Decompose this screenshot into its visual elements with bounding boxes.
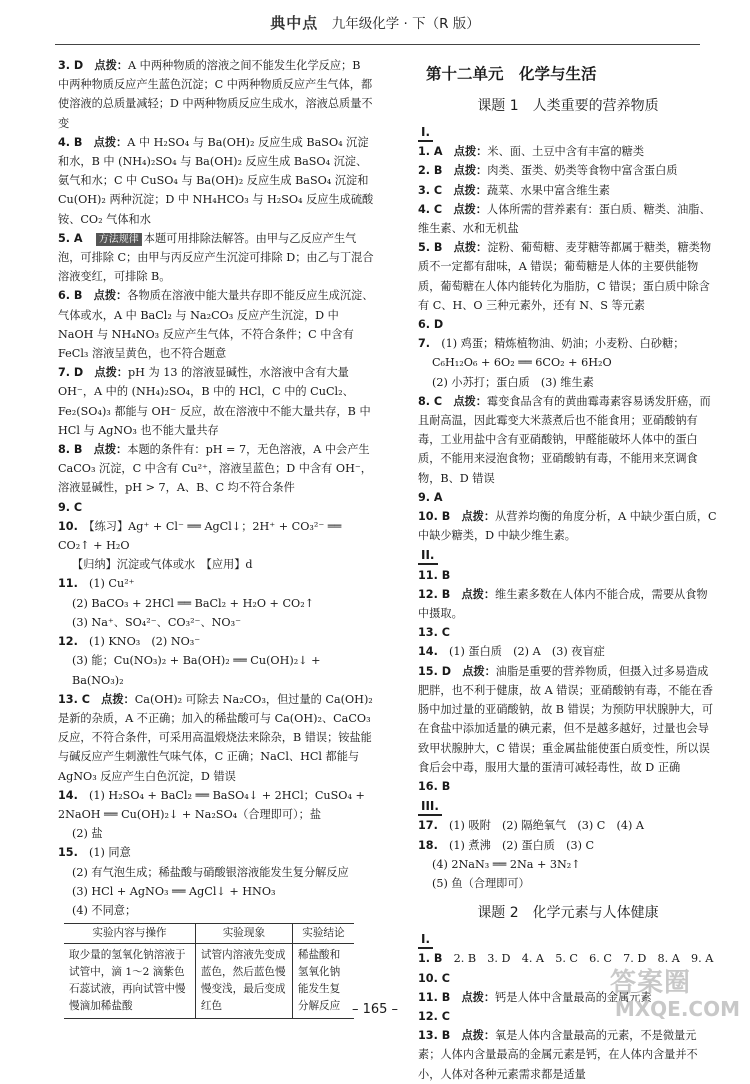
answer-text: 肉类、蛋类、奶类等食物中富含蛋白质 (487, 164, 678, 178)
answer-text: 从营养均衡的角度分析，A 中缺少蛋白质，C 中缺少糖类，D 中缺少维生素。 (418, 510, 717, 543)
answer-item (418, 855, 718, 874)
answer-item (58, 901, 375, 920)
hint-label: 点拨： (453, 145, 488, 159)
answer-number: 10. (58, 519, 78, 533)
answer-item (418, 566, 718, 585)
answer-item (58, 440, 375, 498)
answer-text: 霉变食品含有的黄曲霉毒素容易诱发肝癌，而且耐高温，因此霉变大米蒸煮后也不能食用；亚硝酸钠有毒，工业用盐中含有亚硝酸钠，甲醛能破坏人体中的蛋白质，不能用来浸泡食物；亚硝酸钠有毒，不能用来烹调食物，B、D 错误 (418, 394, 711, 485)
answer-item (418, 874, 718, 893)
answer-text: 【归纳】沉淀或气体或水 【应用】d (72, 558, 253, 572)
method-tag: 方法规律 (96, 233, 142, 246)
table-cell: 稀盐酸和氢氧化钠能发生复分解反应 (292, 944, 354, 1019)
answer-number: 12. (58, 635, 78, 649)
hint-label: 点拨： (93, 289, 128, 303)
answer-number: 14. (418, 645, 438, 659)
answer-text: A 中两种物质的溶液之间不能发生化学反应；B 中两种物质反应产生蓝色沉淀；C 中两种物质反应产生气体，都使溶液的总质量减轻；D 中两种物质反应生成水，溶液总质量不变 (58, 59, 373, 130)
header-rule (55, 44, 700, 45)
answer-number: 11. (58, 577, 78, 591)
answer-number: 7. (418, 337, 431, 351)
hint-label: 点拨： (453, 202, 487, 216)
answer-number: 15. D (418, 664, 451, 678)
answer-item (58, 843, 375, 862)
answer-item (418, 662, 718, 777)
answer-item (58, 574, 375, 593)
answer-text: A 中 H₂SO₄ 与 Ba(OH)₂ 反应生成 BaSO₄ 沉淀和水，B 中 (NH₄)₂SO₄ 与 Ba(OH)₂ 反应生成 BaSO₄ 沉淀、氨气和水；C 中 CuSO₄ 与 Ba(OH)₂ 反应生成 BaSO₄ 沉淀和 Cu(OH)₂ 两种沉淀；D 中 NH₄HCO₃ 与 H₂SO₄ 反应生成硫酸铵、CO₂ 气体和水 (58, 135, 374, 226)
watermark-text: 答案圈 (610, 968, 692, 998)
answer-text: 2. B 3. D 4. A 5. C 6. C 7. D 8. A 9. A (453, 952, 714, 966)
answer-item (418, 507, 718, 545)
answer-text: 蔬菜、水果中富含维生素 (486, 183, 610, 197)
answer-text: 氧是人体内含量最高的元素，不是微量元素；人体内含量最高的金属元素是钙，在人体内含量并不小，人体对各种元素需求都是适量 (418, 1029, 698, 1081)
answer-item (418, 181, 718, 200)
answer-number: 8. B (58, 443, 83, 457)
answer-number: 14. (58, 788, 78, 802)
answer-item (418, 488, 718, 507)
answer-item (418, 816, 718, 835)
answer-item (58, 613, 375, 632)
section-mark: I. (418, 931, 433, 949)
answer-text: Ca(OH)₂ 可除去 Na₂CO₃，但过量的 Ca(OH)₂ 是新的杂质，A 不正确；加入的稀盐酸可与 Ca(OH)₂、CaCO₃ 反应，不符合条件，可采用高温煅烧法来除杂，B 错误；铵盐能与碱反应产生刺激性气味气体，C 正确；NaCl、HCl 都能与 AgNO₃ 反应产生白色沉淀，D 错误 (58, 692, 373, 783)
page-number: – 165 – (351, 1002, 399, 1017)
answer-number: 17. (418, 819, 438, 833)
section-mark: III. (418, 798, 442, 816)
answer-text: (3) Na⁺、SO₄²⁻、CO₃²⁻、NO₃⁻ (72, 615, 241, 629)
answer-item (418, 623, 718, 642)
answer-text: (1) 鸡蛋；精炼植物油、奶油；小麦粉、白砂糖； (441, 337, 685, 351)
table-header-cell: 实验内容与操作 (64, 924, 195, 944)
answer-item (58, 286, 375, 363)
answer-item (58, 632, 375, 651)
answer-number: 5. A (58, 231, 83, 245)
section-mark: I. (418, 124, 433, 142)
answer-number: 2. B (418, 164, 443, 178)
answer-text: (2) 盐 (72, 827, 103, 841)
answer-text: (1) H₂SO₄ + BaCl₂ ══ BaSO₄↓ + 2HCl；CuSO₄ + 2NaOH ══ Cu(OH)₂↓ + Na₂SO₄（合理即可）；盐 (58, 788, 365, 821)
answer-item (418, 777, 718, 796)
answer-number: 13. C (418, 626, 450, 640)
answer-number: 16. B (418, 779, 451, 793)
answer-list (418, 566, 718, 796)
hint-label: 点拨： (461, 990, 496, 1004)
answer-number: 18. (418, 838, 438, 852)
hint-label: 点拨： (94, 59, 128, 72)
answer-item (58, 56, 375, 133)
answer-item (58, 555, 375, 574)
answer-item (58, 882, 375, 901)
answer-text: 人体所需的营养素有：蛋白质、糖类、油脂、维生素、水和无机盐 (418, 202, 711, 236)
answer-text: 钙是人体中含量最高的金属元素 (495, 990, 652, 1004)
answer-item (58, 363, 375, 440)
answer-list (418, 816, 718, 893)
left-column (58, 56, 375, 1013)
header-title: 九年级化学 · 下（R 版） (331, 16, 480, 32)
answer-number: 12. B (418, 587, 451, 601)
answer-number: 1. A (418, 145, 443, 159)
answer-item (418, 1026, 718, 1084)
answer-text: 各物质在溶液中能大量共存即不能反应生成沉淀、气体或水，A 中 BaCl₂ 与 Na₂CO₃ 反应产生沉淀，D 中 NaOH 与 NH₄NO₃ 反应产生气体，不符合条件；C 中含有 FeCl₃ 溶液呈黄色，也不符合题意 (58, 289, 374, 361)
answer-number: 13. B (418, 1029, 451, 1043)
answer-text: C₆H₁₂O₆ + 6O₂ ══ 6CO₂ + 6H₂O (432, 356, 612, 370)
answer-text: (5) 鱼（合理即可） (432, 876, 530, 890)
hint-label: 点拨： (94, 366, 128, 380)
answer-item (418, 949, 718, 968)
hint-label: 点拨： (453, 394, 487, 408)
hint-label: 点拨： (93, 443, 128, 457)
answer-number: 1. B (418, 952, 443, 966)
hint-label: 点拨： (462, 664, 496, 678)
answer-number: 15. (58, 846, 78, 860)
answer-item (58, 863, 375, 882)
answer-number: 6. D (418, 318, 444, 332)
brand-logo: 典中点 (270, 14, 319, 32)
answer-item (58, 498, 375, 517)
answer-number: 7. D (58, 366, 84, 380)
answer-item (58, 824, 375, 843)
section-mark: II. (418, 547, 438, 565)
answer-text: (2) 有气泡生成；稀盐酸与硝酸银溶液能发生复分解反应 (72, 865, 349, 879)
answer-item (418, 238, 718, 315)
answer-number: 10. B (418, 510, 451, 524)
answer-text: 淀粉、葡萄糖、麦芽糖等都属于糖类，糖类物质不一定都有甜味，A 错误；葡萄糖是人体的主要供能物质，葡萄糖在人体内能转化为脂肪，C 错误；蛋白质中除含有 C、H、O 三种元素外，还有 N、S 等元素 (418, 241, 712, 312)
answer-text: 本题可用排除法解答。由甲与乙反应产生气泡，可排除 C；由甲与丙反应产生沉淀可排除 D；由乙与丁混合溶液变红，可排除 B。 (58, 231, 374, 284)
answer-number: 10. C (418, 971, 450, 985)
answer-number: 4. C (418, 202, 443, 216)
table-header-cell: 实验现象 (195, 924, 292, 944)
table-cell: 试管内溶液先变成蓝色，然后蓝色慢慢变浅，最后变成红色 (195, 944, 292, 1019)
answer-text: (4) 2NaN₃ ══ 2Na + 3N₂↑ (432, 857, 581, 871)
answer-item (418, 200, 718, 238)
answer-item (58, 786, 375, 824)
answer-item (418, 334, 718, 353)
answer-text: 米、面、土豆中含有丰富的糖类 (487, 145, 645, 159)
watermark-url: MXQE.COM (614, 997, 740, 1021)
hint-label: 点拨： (461, 510, 496, 524)
answer-number: 13. C (58, 692, 90, 706)
answer-item (58, 690, 375, 786)
answer-number: 11. B (418, 568, 451, 582)
answer-item (418, 585, 718, 623)
answer-number: 4. B (58, 135, 83, 149)
answer-text: 本题的条件有：pH = 7，无色溶液，A 中会产生 CaCO₃ 沉淀，C 中含有 Cu²⁺，溶液呈蓝色；D 中含有 OH⁻，溶液显碱性，pH > 7，A、B、C 均不符合条件 (58, 443, 372, 495)
answer-text: (1) 吸附 (2) 隔绝氧气 (3) C (4) A (449, 819, 644, 833)
page-header (0, 14, 750, 44)
answer-text: 油脂是重要的营养物质，但摄入过多易造成肥胖，也不利于健康，故 A 错误；亚硝酸钠有毒，不能在香肠中加过量的亚硝酸钠，故 B 错误；为预防甲状腺肿大，可在食盐中添加适量的碘元素，但不是越多越好，过量也会导致甲状腺肿大，C 错误；重金属盐能使蛋白质变性，所以误食后会中毒，服用大量的蛋清可减轻毒性，故 D 正确 (418, 664, 714, 774)
answer-number: 3. D (58, 59, 84, 72)
answer-item (418, 142, 718, 161)
answer-text: (2) BaCO₃ + 2HCl ══ BaCl₂ + H₂O + CO₂↑ (72, 596, 315, 610)
answer-number: 5. B (418, 241, 443, 255)
answer-item (58, 229, 375, 287)
hint-label: 点拨： (453, 241, 488, 255)
hint-label: 点拨： (461, 1029, 496, 1043)
answer-text: (3) 能；Cu(NO₃)₂ + Ba(OH)₂ ══ Cu(OH)₂↓ + Ba(NO₃)₂ (72, 654, 321, 687)
hint-label: 点拨： (461, 587, 496, 601)
answer-number: 9. C (58, 500, 83, 514)
unit-title: 第十二单元 化学与生活 (426, 65, 597, 83)
answer-item (58, 517, 375, 555)
answer-number: 8. C (418, 394, 443, 408)
answer-number: 11. B (418, 990, 451, 1004)
hint-label: 点拨： (101, 692, 135, 706)
answer-text: 【练习】Ag⁺ + Cl⁻ ══ AgCl↓；2H⁺ + CO₃²⁻ ══ CO₂↑ + H₂O (58, 519, 342, 553)
answer-item (418, 373, 718, 392)
answer-item (418, 161, 718, 180)
answer-item (418, 353, 718, 372)
lesson2-title: 课题 2 化学元素与人体健康 (477, 905, 659, 922)
answer-item (58, 651, 375, 689)
lesson1-title: 课题 1 人类重要的营养物质 (477, 98, 659, 114)
answer-text: 维生素多数在人体内不能合成，需要从食物中摄取。 (418, 587, 708, 621)
table-cell: 取少量的氢氧化钠溶液于试管中，滴 1～2 滴紫色石蕊试液，再向试管中慢慢滴加稀盐酸 (64, 944, 195, 1019)
answer-item (418, 836, 718, 855)
answer-text: (1) 蛋白质 (2) A (3) 夜盲症 (449, 645, 605, 659)
answer-text: (1) 煮沸 (2) 蛋白质 (3) C (449, 838, 595, 852)
answer-item (58, 594, 375, 613)
answer-item (418, 315, 718, 334)
left-answer-list (58, 56, 375, 920)
hint-label: 点拨： (93, 135, 128, 149)
answer-number: 3. C (418, 183, 443, 197)
answer-number: 12. C (418, 1009, 450, 1023)
hint-label: 点拨： (453, 164, 488, 178)
answer-number: 9. A (418, 490, 443, 504)
answer-text: (1) Cu²⁺ (89, 577, 135, 591)
experiment-table-header (64, 924, 354, 944)
watermark-logo (610, 968, 740, 1028)
hint-label: 点拨： (453, 183, 487, 197)
answer-text: (2) 小苏打；蛋白质 (3) 维生素 (432, 375, 594, 389)
answer-item (418, 392, 718, 488)
answer-text: (1) 同意 (89, 846, 131, 860)
answer-list (418, 142, 718, 545)
answer-text: (4) 不同意； (72, 903, 137, 917)
table-header-cell: 实验结论 (292, 924, 354, 944)
answer-text: (3) HCl + AgNO₃ ══ AgCl↓ + HNO₃ (72, 884, 276, 898)
answer-text: pH 为 13 的溶液显碱性，水溶液中含有大量 OH⁻，A 中的 (NH₄)₂SO₄，B 中的 HCl，C 中的 CuCl₂、Fe₂(SO₄)₃ 都能与 OH⁻ 反应，故在溶液中不能大量共存，B 中 HCl 与 AgNO₃ 也不能大量共存 (58, 366, 371, 437)
answer-item (58, 133, 375, 229)
answer-item (418, 642, 718, 661)
answer-text: (1) KNO₃ (2) NO₃⁻ (89, 635, 201, 649)
answer-number: 6. B (58, 289, 83, 303)
